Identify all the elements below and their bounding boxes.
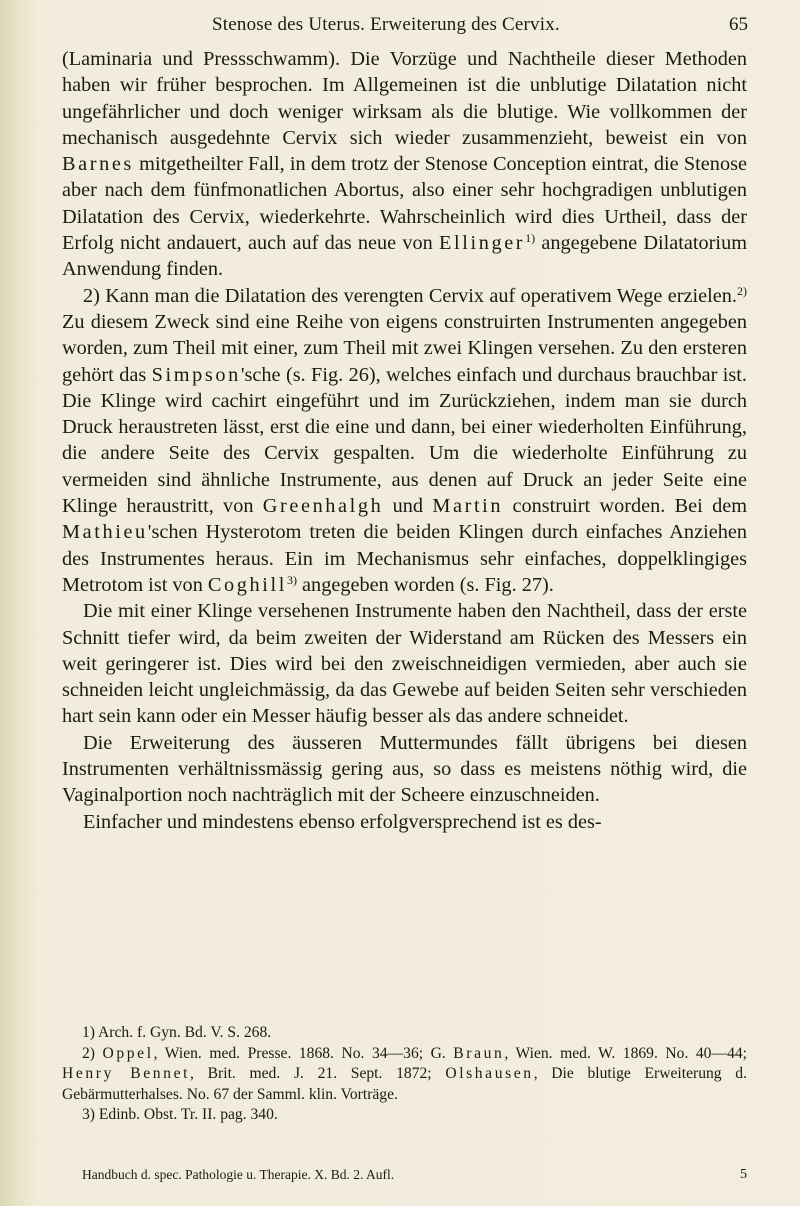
paragraph-5: Einfacher und mindestens ebenso erfolgversprechend ist es des- xyxy=(83,810,602,833)
footnote-ref: 1) xyxy=(525,231,536,246)
page-number: 65 xyxy=(729,14,748,35)
author-name: Martin xyxy=(432,495,504,518)
imprint-text: Handbuch d. spec. Pathologie u. Therapie. X. Bd. 2. Aufl. xyxy=(82,1167,395,1182)
footnote-ref: 2) xyxy=(737,283,747,298)
paragraph-3: Die mit einer Klinge versehenen Instrumente haben den Nachtheil, dass der erste Schnitt tiefer wird, da beim zweiten der Widerstand am Rücken des Messers ein weit geringerer ist. Dies wird bei den zweischneidigen vermieden, aber auch sie schneiden leicht ungleichmässig, da das Gewebe auf beiden Seiten sehr verschieden hart sein kann oder ein Messer häufig besser als das andere schneidet. xyxy=(62,600,747,728)
page-header xyxy=(60,14,750,40)
footnotes xyxy=(62,1023,747,1126)
paragraph-4: Die Erweiterung des äusseren Muttermundes fällt übrigens bei diesen Instrumenten verhältnissmässig gering aus, so dass es meistens nöthig wird, die Vaginalportion noch nachträglich mit der Scheere einzuschneiden. xyxy=(62,731,747,807)
footnote-ref: 3) xyxy=(286,572,297,587)
footnote-2: 2) Oppel, Wien. med. Presse. 1868. No. 34—36; G. Braun, Wien. med. W. 1869. No. 40—44; Henry Bennet, Brit. med. J. 21. Sept. 1872; Olshausen, Die blutige Erweiterung d. Gebärmutterhalses. No. 67 der Samml. klin. Vorträge. xyxy=(62,1044,747,1103)
author-name: Ellinger xyxy=(439,232,526,255)
footnote-3: 3) Edinb. Obst. Tr. II. pag. 340. xyxy=(82,1106,278,1123)
author-name: Coghill xyxy=(207,573,287,596)
author-name: Braun xyxy=(453,1044,505,1062)
running-head: Stenose des Uterus. Erweiterung des Cervix. xyxy=(212,14,560,35)
author-name: Barnes xyxy=(62,153,134,176)
paragraph-2: 2) Kann man die Dilatation des verengten Cervix auf operativem Wege erzielen.$^{2)}$ Zu diesem Zweck sind eine Reihe von eigens construirten Instrumenten angegeben worden, zum Theil mit einer, zum Theil mit zwei Klingen versehen. Zu den ersteren gehört das Simpson'sche (s. Fig. 26), welches einfach und durchaus brauchbar ist. Die Klinge wird cachirt eingeführt und im Zurückziehen, indem man sie durch Druck heraustreten lässt, erst die eine und dann, bei einer wiederholten Einführung, die andere Seite des Cervix gespalten. Um die wiederholte Einführung zu vermeiden sind ähnliche Instrumente, aus denen auf Druck an jeder Seite eine Klinge heraustritt, von Greenhalgh und Martin construirt worden. Bei dem Mathieu'schen Hysterotom treten die beiden Klingen durch einfaches Anziehen des Instrumentes heraus. Ein im Mechanismus sehr einfaches, doppelklingiges Metrotom ist von Coghill$^{3)}$ angegeben worden (s. Fig. 27). xyxy=(62,283,747,596)
signature-mark: 5 xyxy=(740,1167,747,1182)
body-text xyxy=(62,46,747,835)
author-name: Olshausen xyxy=(445,1065,534,1082)
author-name: Greenhalgh xyxy=(262,495,384,518)
author-name: Henry Bennet xyxy=(62,1065,191,1082)
footnote-1: 1) Arch. f. Gyn. Bd. V. S. 268. xyxy=(82,1024,272,1041)
author-name: Simpson xyxy=(151,363,241,386)
author-name: Mathieu xyxy=(62,521,148,544)
author-name: Oppel xyxy=(102,1044,154,1062)
printer-imprint xyxy=(82,1167,747,1187)
paragraph-1: (Laminaria und Pressschwamm). Die Vorzüge und Nachtheile dieser Methoden haben wir früher besprochen. Im Allgemeinen ist die unblutige Dilatation nicht ungefährlicher und doch weniger wirksam als die blutige. Wie vollkommen der mechanisch ausgedehnte Cervix sich wieder zusammenzieht, beweist ein von Barnes mitgetheilter Fall, in dem trotz der Stenose Conception eintrat, die Stenose aber nach dem fünfmonatlichen Abortus, also einer sehr hochgradigen unblutigen Dilatation des Cervix, wiederkehrte. Wahrscheinlich wird dies Urtheil, dass der Erfolg nicht andauert, auch auf das neue von Ellinger$^{1)}$ angegebene Dilatatorium Anwendung finden. xyxy=(62,48,747,281)
